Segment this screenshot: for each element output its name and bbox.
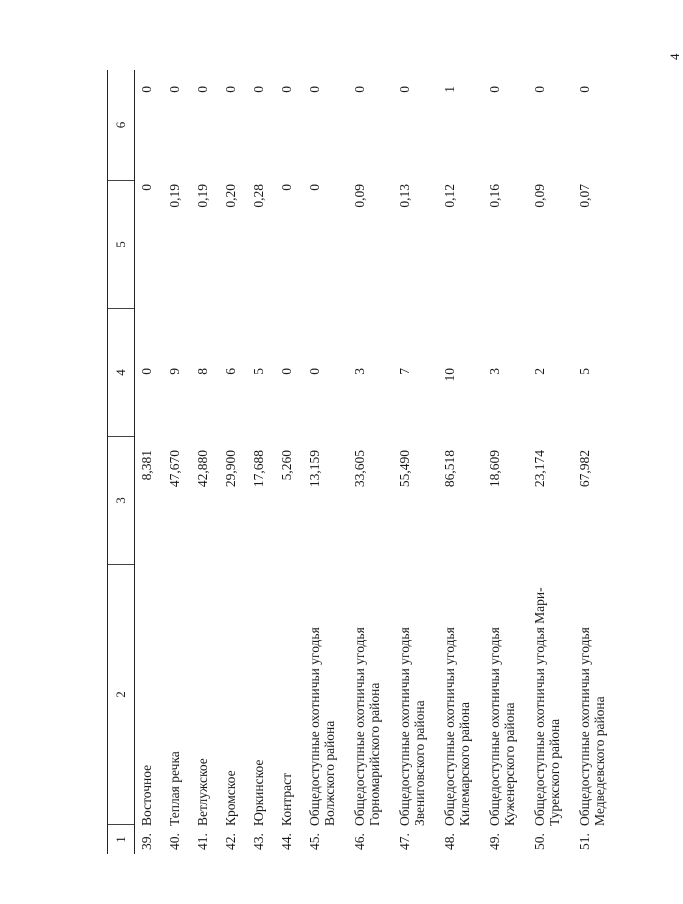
row-number: 44.	[279, 833, 294, 850]
area-value: 18,609	[487, 450, 502, 488]
row-number: 39.	[139, 833, 154, 850]
limit-value: 0	[251, 86, 266, 93]
row-name-cell	[163, 564, 191, 854]
area-value: 33,605	[352, 450, 367, 488]
row-name-cell	[275, 564, 303, 854]
density-value: 0,19	[195, 184, 210, 208]
count-value: 2	[532, 368, 547, 375]
table-row	[348, 70, 393, 854]
limit-value: 0	[223, 86, 238, 93]
table-row	[528, 70, 573, 854]
row-number: 45.	[307, 833, 322, 850]
row-number: 51.	[577, 833, 592, 850]
limit-value: 0	[352, 86, 367, 93]
header-col-2: 2	[108, 564, 134, 824]
count-value: 3	[487, 368, 502, 375]
count-value: 0	[279, 368, 294, 375]
row-label: Контраст	[279, 772, 294, 826]
density-value: 0,19	[167, 184, 182, 208]
row-label: Теплая речка	[167, 751, 182, 826]
header-col-5: 5	[108, 180, 134, 308]
limit-value: 0	[487, 86, 502, 93]
row-label: Общедоступные охотничьи угодья Мари-Турекского района	[532, 587, 562, 826]
row-name-cell	[393, 564, 438, 854]
row-number: 43.	[251, 833, 266, 850]
header-col-6: 6	[113, 121, 128, 129]
header-col-4: 4	[108, 308, 134, 436]
density-value: 0,09	[532, 184, 547, 208]
page-number: 4	[667, 53, 682, 60]
row-name-cell	[483, 564, 528, 854]
row-name-cell	[247, 564, 275, 854]
density-value: 0,16	[487, 184, 502, 208]
row-label: Общедоступные охотничьи угодья Медведевского района	[577, 627, 607, 826]
table-row	[135, 70, 163, 854]
density-value: 0,07	[577, 184, 592, 208]
row-label: Ветлужское	[195, 758, 210, 826]
limit-value: 1	[442, 86, 457, 93]
area-value: 42,880	[195, 450, 210, 488]
row-name-cell	[303, 564, 348, 854]
table-row	[191, 70, 219, 854]
area-value: 47,670	[167, 450, 182, 488]
density-value: 0	[139, 184, 154, 191]
density-value: 0,09	[352, 184, 367, 208]
limit-value: 0	[139, 86, 154, 93]
row-number: 47.	[397, 833, 412, 850]
hunting-grounds-table	[107, 70, 631, 854]
row-number: 50.	[532, 833, 547, 850]
area-value: 13,159	[307, 450, 322, 488]
row-label: Восточное	[139, 764, 154, 826]
header-col-3: 3	[108, 436, 134, 564]
count-value: 10	[442, 368, 457, 382]
row-number: 48.	[442, 833, 457, 850]
count-value: 3	[352, 368, 367, 375]
row-number: 41.	[195, 833, 210, 850]
row-name-cell	[528, 564, 573, 854]
limit-value: 0	[307, 86, 322, 93]
row-number: 46.	[352, 833, 367, 850]
table-row	[219, 70, 247, 854]
count-value: 8	[195, 368, 210, 375]
table-row	[393, 70, 438, 854]
area-value: 55,490	[397, 450, 412, 488]
row-number: 42.	[223, 833, 238, 850]
limit-value: 0	[279, 86, 294, 93]
row-number: 40.	[167, 833, 182, 850]
row-label: Юркинское	[251, 759, 266, 826]
table-row	[275, 70, 303, 854]
table-row	[303, 70, 348, 854]
limit-value: 0	[577, 86, 592, 93]
row-label: Общедоступные охотничьи угодья Горномарийского района	[352, 627, 382, 826]
count-value: 6	[223, 368, 238, 375]
density-value: 0,13	[397, 184, 412, 208]
density-value: 0	[279, 184, 294, 191]
row-label: Общедоступные охотничьи угодья Звениговского района	[397, 627, 427, 826]
table-row	[438, 70, 483, 854]
row-label: Общедоступные охотничьи угодья Куженерского района	[487, 627, 517, 826]
area-value: 67,982	[577, 450, 592, 488]
count-value: 5	[577, 368, 592, 375]
count-value: 7	[397, 368, 412, 375]
count-value: 0	[307, 368, 322, 375]
row-name-cell	[191, 564, 219, 854]
count-value: 0	[139, 368, 154, 375]
row-name-cell	[219, 564, 247, 854]
density-value: 0,28	[251, 184, 266, 208]
density-value: 0	[307, 184, 322, 191]
area-value: 5,260	[279, 450, 294, 481]
table-header	[107, 70, 135, 854]
limit-value: 0	[397, 86, 412, 93]
density-value: 0,20	[223, 184, 238, 208]
row-number: 49.	[487, 833, 502, 850]
row-label: Кромское	[223, 770, 238, 826]
density-value: 0,12	[442, 184, 457, 208]
limit-value: 0	[195, 86, 210, 93]
row-label: Общедоступные охотничьи угодья Волжского района	[307, 627, 337, 826]
table-row	[483, 70, 528, 854]
area-value: 17,688	[251, 450, 266, 488]
table-row	[573, 70, 618, 854]
area-value: 86,518	[442, 450, 457, 488]
row-label: Общедоступные охотничьи угодья Килемарского района	[442, 627, 472, 826]
area-value: 23,174	[532, 450, 547, 488]
area-value: 29,900	[223, 450, 238, 488]
row-name-cell	[348, 564, 393, 854]
limit-value: 0	[532, 86, 547, 93]
area-value: 8,381	[139, 450, 154, 481]
row-name-cell	[135, 564, 163, 854]
count-value: 9	[167, 368, 182, 375]
row-name-cell	[438, 564, 483, 854]
table-row	[163, 70, 191, 854]
limit-value: 0	[167, 86, 182, 93]
count-value: 5	[251, 368, 266, 375]
row-name-cell	[573, 564, 618, 854]
table-row	[247, 70, 275, 854]
header-col-1: 1	[108, 824, 134, 854]
